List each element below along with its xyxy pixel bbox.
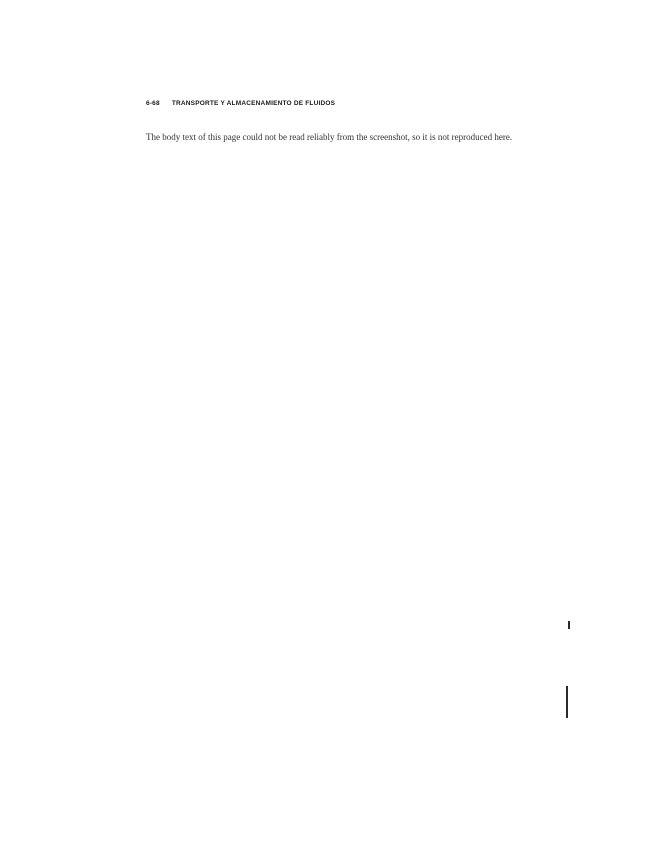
edge-mark-bottom [566, 686, 568, 718]
running-head [146, 100, 540, 107]
section-title: TRANSPORTE Y ALMACENAMIENTO DE FLUIDOS [171, 100, 336, 107]
edge-mark-top [568, 621, 570, 629]
unreadable-content-note: The body text of this page could not be read reliably from the screenshot, so it is not reproduced here. [146, 132, 513, 142]
page-number: 6-68 [146, 100, 160, 107]
page-content [146, 100, 540, 164]
